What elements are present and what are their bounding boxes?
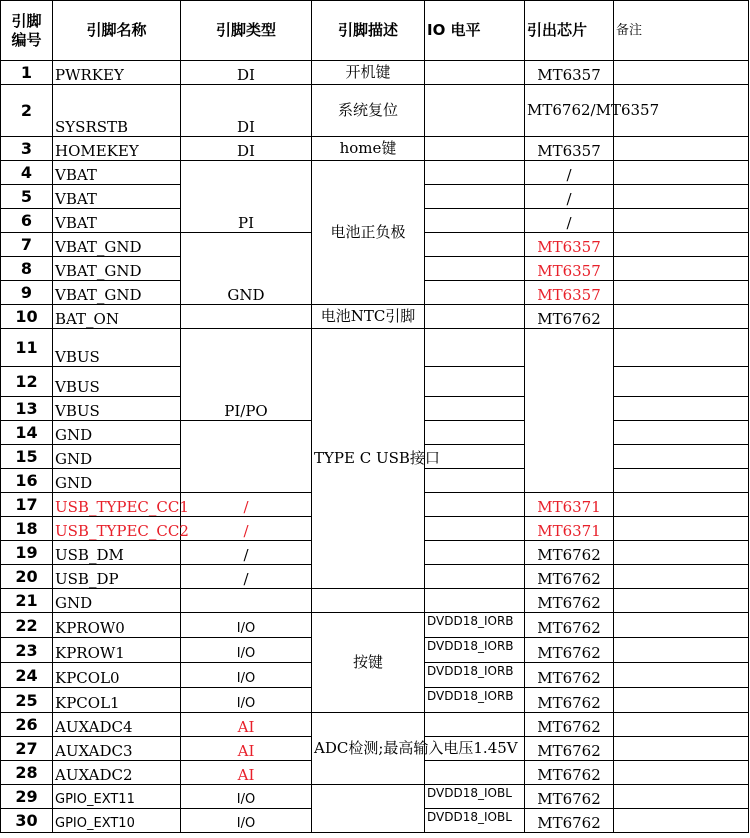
pin-no: 19: [1, 541, 53, 565]
pin-name: KPCOL0: [53, 663, 181, 688]
pin-no: 12: [1, 367, 53, 397]
pin-name: VBAT_GND: [53, 233, 181, 257]
pin-no: 10: [1, 305, 53, 329]
pin-type: /: [181, 541, 312, 565]
pin-desc: 电池NTC引脚: [312, 305, 425, 329]
table-row: [1, 329, 749, 367]
io-level: [425, 137, 525, 161]
pin-no: 6: [1, 209, 53, 233]
pin-name: VBUS: [53, 329, 181, 367]
note: [614, 737, 749, 761]
pin-name: HOMEKEY: [53, 137, 181, 161]
io-level: [425, 61, 525, 85]
io-level: DVDD18_IORB: [425, 613, 525, 638]
table-row: [1, 61, 749, 85]
pin-no: 5: [1, 185, 53, 209]
chip: MT6762: [525, 305, 614, 329]
io-level: DVDD18_IOBL: [425, 809, 525, 833]
pin-type: I/O: [181, 638, 312, 663]
pin-no: 8: [1, 257, 53, 281]
io-level: [425, 493, 525, 517]
chip: MT6762: [525, 589, 614, 613]
note: [614, 161, 749, 185]
note: [614, 329, 749, 367]
pin-no: 7: [1, 233, 53, 257]
note: [614, 257, 749, 281]
chip: MT6762: [525, 613, 614, 638]
io-level: [425, 367, 525, 397]
header-pin-desc: 引脚描述: [312, 1, 425, 61]
header-pin-no: 引脚 编号: [1, 1, 53, 61]
pin-name: GND: [53, 421, 181, 445]
chip: MT6762: [525, 737, 614, 761]
pin-type: PI: [181, 161, 312, 233]
pin-name: AUXADC3: [53, 737, 181, 761]
table-row: [1, 613, 749, 638]
table-row: [1, 305, 749, 329]
pin-type: I/O: [181, 809, 312, 833]
table-row: [1, 713, 749, 737]
pin-name: VBAT_GND: [53, 281, 181, 305]
chip: MT6371: [525, 493, 614, 517]
pin-no: 29: [1, 785, 53, 809]
io-level: [425, 397, 525, 421]
pin-type: DI: [181, 85, 312, 137]
pin-type: /: [181, 565, 312, 589]
note: [614, 688, 749, 713]
pin-name: VBAT: [53, 209, 181, 233]
chip: MT6762: [525, 541, 614, 565]
pin-desc: 电池正负极: [312, 161, 425, 305]
io-level: [425, 541, 525, 565]
chip: /: [525, 209, 614, 233]
pin-name: VBUS: [53, 367, 181, 397]
pin-name: SYSRSTB: [53, 85, 181, 137]
pin-name: GPIO_EXT11: [53, 785, 181, 809]
pin-name: VBAT: [53, 185, 181, 209]
pin-type: PI/PO: [181, 329, 312, 421]
io-level: [425, 469, 525, 493]
chip: MT6357: [525, 233, 614, 257]
pin-type: I/O: [181, 613, 312, 638]
pin-no: 18: [1, 517, 53, 541]
pin-name: GPIO_EXT10: [53, 809, 181, 833]
pin-type: GND: [181, 233, 312, 305]
pin-type: [181, 421, 312, 493]
pin-no: 14: [1, 421, 53, 445]
pin-name: GND: [53, 469, 181, 493]
chip: MT6357: [525, 61, 614, 85]
note: [614, 517, 749, 541]
pin-no: 24: [1, 663, 53, 688]
note: [614, 761, 749, 785]
note: [614, 469, 749, 493]
chip: MT6762: [525, 638, 614, 663]
pin-no: 26: [1, 713, 53, 737]
pin-no: 28: [1, 761, 53, 785]
note: [614, 209, 749, 233]
pin-no: 17: [1, 493, 53, 517]
pin-desc: TYPE C USB接口: [312, 329, 425, 589]
pin-type: I/O: [181, 663, 312, 688]
pin-type: [181, 589, 312, 613]
pin-name: VBAT_GND: [53, 257, 181, 281]
io-level: [425, 305, 525, 329]
io-level: [425, 517, 525, 541]
pin-no: 20: [1, 565, 53, 589]
io-level: [425, 85, 525, 137]
pin-name: AUXADC2: [53, 761, 181, 785]
chip: MT6762: [525, 785, 614, 809]
pin-no: 13: [1, 397, 53, 421]
pin-no: 1: [1, 61, 53, 85]
pin-no: 2: [1, 85, 53, 137]
io-level: [425, 713, 525, 737]
header-chip: 引出芯片: [525, 1, 614, 61]
io-level: [425, 209, 525, 233]
pin-desc: [312, 589, 425, 613]
note: [614, 638, 749, 663]
pin-name: BAT_ON: [53, 305, 181, 329]
table-row: [1, 137, 749, 161]
header-row: [1, 1, 749, 61]
pin-name: VBUS: [53, 397, 181, 421]
pin-name: KPROW0: [53, 613, 181, 638]
pin-no: 22: [1, 613, 53, 638]
chip: [525, 329, 614, 493]
chip: MT6762/MT6357: [525, 85, 614, 137]
chip: MT6357: [525, 281, 614, 305]
pin-desc: home键: [312, 137, 425, 161]
pin-no: 25: [1, 688, 53, 713]
io-level: DVDD18_IORB: [425, 638, 525, 663]
header-pin-name: 引脚名称: [53, 1, 181, 61]
pin-desc: 按键: [312, 613, 425, 713]
io-level: DVDD18_IOBL: [425, 785, 525, 809]
io-level: DVDD18_IORB: [425, 688, 525, 713]
pin-type: AI: [181, 737, 312, 761]
note: [614, 421, 749, 445]
io-level: [425, 233, 525, 257]
io-level: [425, 161, 525, 185]
chip: MT6357: [525, 137, 614, 161]
pin-no: 4: [1, 161, 53, 185]
chip: MT6762: [525, 809, 614, 833]
pin-name: KPROW1: [53, 638, 181, 663]
pin-name: USB_TYPEC_CC1: [53, 493, 181, 517]
pin-no: 21: [1, 589, 53, 613]
pin-no: 30: [1, 809, 53, 833]
pin-name: PWRKEY: [53, 61, 181, 85]
pin-name: GND: [53, 445, 181, 469]
pin-no: 23: [1, 638, 53, 663]
note: [614, 713, 749, 737]
pin-no: 11: [1, 329, 53, 367]
pin-desc: 开机键: [312, 61, 425, 85]
note: [614, 445, 749, 469]
note: [614, 809, 749, 833]
pin-type: AI: [181, 761, 312, 785]
note: [614, 541, 749, 565]
note: [614, 589, 749, 613]
header-io-level: IO 电平: [425, 1, 525, 61]
pin-no: 27: [1, 737, 53, 761]
chip: MT6762: [525, 713, 614, 737]
pin-name: AUXADC4: [53, 713, 181, 737]
pin-name: GND: [53, 589, 181, 613]
table-row: [1, 785, 749, 809]
note: [614, 61, 749, 85]
io-level: [425, 761, 525, 785]
pin-no: 16: [1, 469, 53, 493]
table-row: [1, 161, 749, 185]
io-level: [425, 185, 525, 209]
note: [614, 397, 749, 421]
io-level: [425, 281, 525, 305]
pin-type: DI: [181, 137, 312, 161]
chip: MT6762: [525, 663, 614, 688]
chip: MT6762: [525, 761, 614, 785]
io-level: [425, 589, 525, 613]
note: [614, 493, 749, 517]
pin-type: /: [181, 493, 312, 517]
chip: /: [525, 161, 614, 185]
pin-name: USB_TYPEC_CC2: [53, 517, 181, 541]
note: [614, 137, 749, 161]
pin-no: 15: [1, 445, 53, 469]
table-row: [1, 85, 749, 137]
pin-type: I/O: [181, 785, 312, 809]
chip: MT6762: [525, 565, 614, 589]
chip: /: [525, 185, 614, 209]
pin-no: 9: [1, 281, 53, 305]
io-level: [425, 257, 525, 281]
pin-type: DI: [181, 61, 312, 85]
note: [614, 613, 749, 638]
note: [614, 305, 749, 329]
pin-name: KPCOL1: [53, 688, 181, 713]
chip: MT6762: [525, 688, 614, 713]
note: [614, 663, 749, 688]
chip: MT6371: [525, 517, 614, 541]
note: [614, 233, 749, 257]
note: [614, 281, 749, 305]
pin-name: VBAT: [53, 161, 181, 185]
pin-type: I/O: [181, 688, 312, 713]
chip: MT6357: [525, 257, 614, 281]
pin-type: [181, 305, 312, 329]
note: [614, 185, 749, 209]
pin-no: 3: [1, 137, 53, 161]
io-level: [425, 565, 525, 589]
pin-name: USB_DP: [53, 565, 181, 589]
pin-name: USB_DM: [53, 541, 181, 565]
header-note: 备注: [614, 1, 749, 61]
note: [614, 565, 749, 589]
pin-desc: 系统复位: [312, 85, 425, 137]
pin-type: AI: [181, 713, 312, 737]
pin-type: /: [181, 517, 312, 541]
io-level: [425, 421, 525, 445]
note: [614, 785, 749, 809]
table-row: [1, 589, 749, 613]
note: [614, 367, 749, 397]
header-pin-type: 引脚类型: [181, 1, 312, 61]
io-level: [425, 329, 525, 367]
io-level: DVDD18_IORB: [425, 663, 525, 688]
pin-desc: ADC检测;最高输入电压1.45V: [312, 713, 425, 785]
pin-desc: [312, 785, 425, 833]
